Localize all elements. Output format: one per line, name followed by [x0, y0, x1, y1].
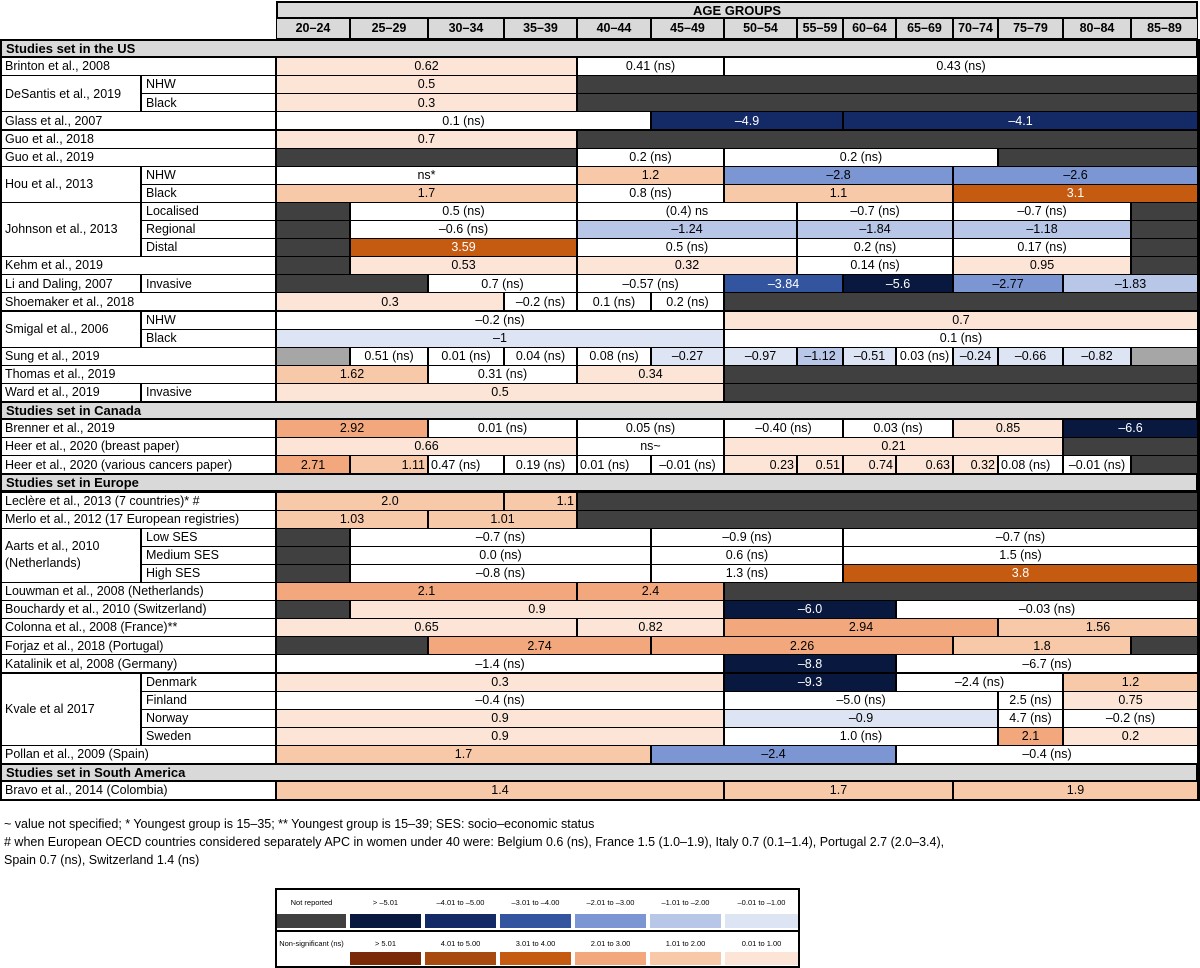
- value-cell: 0.41 (ns): [577, 57, 724, 76]
- value-cell: –4.9: [651, 111, 843, 130]
- value-cell: 0.2 (ns): [724, 148, 998, 167]
- value-cell: 0.75: [1063, 691, 1198, 710]
- age-column-header: 55–59: [797, 18, 843, 39]
- value-cell: 0.9: [276, 709, 724, 728]
- age-column-header: 40–44: [577, 18, 651, 39]
- legend-label: –2.01 to –3.00: [586, 897, 635, 907]
- empty-cell: [577, 492, 1198, 511]
- value-cell: 0.31 (ns): [428, 365, 577, 384]
- value-cell: 0.7 (ns): [428, 274, 577, 293]
- age-column-header: 30–34: [428, 18, 504, 39]
- value-cell: –0.27: [651, 347, 724, 366]
- legend-label: Non-significant (ns): [279, 938, 344, 948]
- value-cell: 1.8: [953, 636, 1131, 655]
- legend-swatch: [575, 952, 646, 965]
- value-cell: –0.01 (ns): [1063, 455, 1131, 474]
- value-cell: 0.82: [577, 618, 724, 637]
- value-cell: 1.3 (ns): [651, 564, 843, 583]
- study-label: Brinton et al., 2008: [0, 57, 276, 76]
- value-cell: –4.1: [843, 111, 1198, 130]
- value-cell: 0.0 (ns): [350, 546, 651, 565]
- value-cell: 1.11: [350, 455, 428, 474]
- value-cell: 1.4: [276, 781, 724, 800]
- value-cell: 0.43 (ns): [724, 57, 1198, 76]
- value-cell: 0.17 (ns): [953, 238, 1131, 257]
- value-cell: –1.12: [797, 347, 843, 366]
- footnote-line: ~ value not specified; * Youngest group is 15–35; ** Youngest group is 15–39; SES: socio–economic status: [4, 817, 595, 831]
- legend-label: –3.01 to –4.00: [511, 897, 560, 907]
- study-label: Heer et al., 2020 (breast paper): [0, 437, 276, 456]
- value-cell: –6.0: [724, 600, 896, 619]
- value-cell: –0.51: [843, 347, 896, 366]
- empty-cell: [577, 130, 1198, 149]
- subgroup-label: Invasive: [141, 274, 276, 293]
- legend-label: –4.01 to –5.00: [436, 897, 485, 907]
- study-label: Sung et al., 2019: [0, 347, 276, 366]
- value-cell: 0.65: [276, 618, 577, 637]
- legend-swatch: [277, 952, 346, 965]
- value-cell: 0.3: [276, 292, 504, 311]
- empty-cell: [577, 75, 1198, 94]
- study-label: Bravo et al., 2014 (Colombia): [0, 781, 276, 800]
- value-cell: 0.23: [724, 455, 797, 474]
- empty-cell: [276, 600, 350, 619]
- value-cell: 1.9: [953, 781, 1198, 800]
- value-cell: 0.74: [843, 455, 896, 474]
- value-cell: 0.08 (ns): [998, 455, 1063, 474]
- value-cell: 2.92: [276, 419, 428, 438]
- value-cell: (0.4) ns: [577, 202, 797, 221]
- study-label: Leclère et al., 2013 (7 countries)* #: [0, 492, 276, 511]
- legend-label: > –5.01: [372, 897, 399, 907]
- value-cell: 2.94: [724, 618, 998, 637]
- legend-swatch: [425, 914, 496, 928]
- empty-cell: [276, 528, 350, 547]
- study-label: Merlo et al., 2012 (17 European registries): [0, 510, 276, 529]
- empty-cell: [1131, 238, 1198, 257]
- empty-cell: [276, 564, 350, 583]
- value-cell: –0.57 (ns): [577, 274, 724, 293]
- empty-cell: [276, 546, 350, 565]
- value-cell: 0.5: [276, 383, 724, 402]
- empty-cell: [1063, 437, 1198, 456]
- footnotes: [4, 815, 1194, 869]
- value-cell: 0.51: [797, 455, 843, 474]
- value-cell: 0.9: [276, 727, 724, 746]
- empty-cell: [577, 93, 1198, 112]
- footnote-line: Spain 0.7 (ns), Switzerland 1.4 (ns): [4, 853, 200, 867]
- legend-label: –1.01 to –2.00: [661, 897, 710, 907]
- subgroup-label: Medium SES: [141, 546, 276, 565]
- value-cell: –1.83: [1063, 274, 1198, 293]
- age-column-header: 35–39: [504, 18, 577, 39]
- subgroup-label: Localised: [141, 202, 276, 221]
- age-groups-header: AGE GROUPS: [276, 1, 1198, 19]
- value-cell: 0.32: [577, 256, 797, 275]
- value-cell: 0.2 (ns): [797, 238, 953, 257]
- value-cell: 1.03: [276, 510, 428, 529]
- legend-label: –0.01 to –1.00: [737, 897, 786, 907]
- age-column-header: 70–74: [953, 18, 998, 39]
- value-cell: 0.7: [276, 130, 577, 149]
- value-cell: 4.7 (ns): [998, 709, 1063, 728]
- value-cell: 2.74: [428, 636, 651, 655]
- value-cell: 0.05 (ns): [577, 419, 724, 438]
- value-cell: 0.85: [953, 419, 1063, 438]
- legend-swatch: [650, 914, 721, 928]
- value-cell: –0.9 (ns): [651, 528, 843, 547]
- value-cell: –6.7 (ns): [896, 654, 1198, 673]
- value-cell: –0.40 (ns): [724, 419, 843, 438]
- value-cell: 0.01 (ns): [577, 455, 651, 474]
- value-cell: –0.7 (ns): [953, 202, 1131, 221]
- value-cell: –0.4 (ns): [276, 691, 724, 710]
- value-cell: –0.03 (ns): [896, 600, 1198, 619]
- empty-cell: [276, 636, 428, 655]
- subgroup-label: Black: [141, 93, 276, 112]
- subgroup-label: Denmark: [141, 673, 276, 692]
- value-cell: 3.59: [350, 238, 577, 257]
- subgroup-label: Norway: [141, 709, 276, 728]
- empty-cell: [724, 292, 1198, 311]
- value-cell: –0.9: [724, 709, 998, 728]
- empty-cell: [1131, 220, 1198, 239]
- legend-label: 2.01 to 3.00: [590, 938, 631, 948]
- empty-cell: [577, 510, 1198, 529]
- section-header: Studies set in the US: [0, 39, 1198, 58]
- value-cell: 1.1: [504, 492, 577, 511]
- value-cell: 0.01 (ns): [428, 347, 504, 366]
- study-label: Colonna et al., 2008 (France)**: [0, 618, 276, 637]
- value-cell: 1.7: [724, 781, 953, 800]
- value-cell: –0.82: [1063, 347, 1131, 366]
- age-column-header: 60–64: [843, 18, 896, 39]
- value-cell: 2.5 (ns): [998, 691, 1063, 710]
- study-label: Ward et al., 2019: [0, 383, 141, 402]
- color-legend: [275, 888, 800, 968]
- value-cell: 1.1: [724, 184, 953, 203]
- value-cell: –1.84: [797, 220, 953, 239]
- value-cell: 2.1: [276, 582, 577, 601]
- value-cell: –0.7 (ns): [350, 528, 651, 547]
- value-cell: –0.7 (ns): [843, 528, 1198, 547]
- legend-label: 1.01 to 2.00: [665, 938, 706, 948]
- empty-cell: [276, 220, 350, 239]
- value-cell: –3.84: [724, 274, 843, 293]
- study-label: Katalinik et al, 2008 (Germany): [0, 654, 276, 673]
- value-cell: 0.03 (ns): [843, 419, 953, 438]
- empty-cell: [276, 256, 350, 275]
- value-cell: –5.0 (ns): [724, 691, 998, 710]
- empty-cell: [1131, 347, 1198, 366]
- study-label: Louwman et al., 2008 (Netherlands): [0, 582, 276, 601]
- value-cell: 2.26: [651, 636, 953, 655]
- value-cell: –2.8: [724, 166, 953, 185]
- value-cell: 0.3: [276, 93, 577, 112]
- value-cell: 0.01 (ns): [428, 419, 577, 438]
- value-cell: 3.1: [953, 184, 1198, 203]
- value-cell: 0.5 (ns): [577, 238, 797, 257]
- empty-cell: [1131, 202, 1198, 221]
- study-label: Thomas et al., 2019: [0, 365, 276, 384]
- legend-label: Not reported: [290, 897, 333, 907]
- legend-divider: [275, 930, 800, 932]
- value-cell: 0.2: [1063, 727, 1198, 746]
- value-cell: –1.4 (ns): [276, 654, 724, 673]
- legend-label: 0.01 to 1.00: [741, 938, 782, 948]
- value-cell: –6.6: [1063, 419, 1198, 438]
- value-cell: 0.47 (ns): [428, 455, 504, 474]
- value-cell: 0.8 (ns): [577, 184, 724, 203]
- study-label: Kehm et al., 2019: [0, 256, 276, 275]
- value-cell: 1.7: [276, 184, 577, 203]
- empty-cell: [276, 238, 350, 257]
- value-cell: 2.4: [577, 582, 724, 601]
- age-column-header: 75–79: [998, 18, 1063, 39]
- value-cell: –0.24: [953, 347, 998, 366]
- legend-label: 4.01 to 5.00: [440, 938, 481, 948]
- subgroup-label: Distal: [141, 238, 276, 257]
- value-cell: 0.34: [577, 365, 724, 384]
- value-cell: –0.4 (ns): [896, 745, 1198, 764]
- subgroup-label: Black: [141, 184, 276, 203]
- value-cell: –1.24: [577, 220, 797, 239]
- study-label: Hou et al., 2013: [0, 166, 141, 203]
- value-cell: 0.6 (ns): [651, 546, 843, 565]
- subgroup-label: Regional: [141, 220, 276, 239]
- legend-swatch: [650, 952, 721, 965]
- value-cell: 2.71: [276, 455, 350, 474]
- subgroup-label: High SES: [141, 564, 276, 583]
- value-cell: –2.6: [953, 166, 1198, 185]
- study-label: Shoemaker et al., 2018: [0, 292, 276, 311]
- legend-swatch: [500, 914, 571, 928]
- age-column-header: 25–29: [350, 18, 428, 39]
- study-label: Glass et al., 2007: [0, 111, 276, 130]
- legend-label: 3.01 to 4.00: [515, 938, 556, 948]
- subgroup-label: Finland: [141, 691, 276, 710]
- value-cell: 0.5: [276, 75, 577, 94]
- empty-cell: [1131, 256, 1198, 275]
- value-cell: 0.66: [276, 437, 577, 456]
- legend-swatch: [725, 952, 798, 965]
- legend-swatch: [350, 952, 421, 965]
- value-cell: ns*: [276, 166, 577, 185]
- empty-cell: [276, 148, 577, 167]
- value-cell: 1.5 (ns): [843, 546, 1198, 565]
- study-label: Smigal et al., 2006: [0, 311, 141, 348]
- empty-cell: [724, 365, 1198, 384]
- study-label: Brenner et al., 2019: [0, 419, 276, 438]
- value-cell: –2.77: [953, 274, 1063, 293]
- legend-swatch: [425, 952, 496, 965]
- value-cell: –2.4 (ns): [896, 673, 1063, 692]
- subgroup-label: Sweden: [141, 727, 276, 746]
- value-cell: 0.7: [724, 311, 1198, 330]
- section-header: Studies set in South America: [0, 763, 1198, 782]
- age-column-header: 80–84: [1063, 18, 1131, 39]
- legend-swatch: [277, 914, 346, 928]
- value-cell: –1: [276, 329, 724, 348]
- empty-cell: [276, 347, 350, 366]
- section-header: Studies set in Canada: [0, 401, 1198, 420]
- study-label: Guo et al., 2018: [0, 130, 276, 149]
- value-cell: 1.56: [998, 618, 1198, 637]
- study-label: Pollan et al., 2009 (Spain): [0, 745, 276, 764]
- age-column-header: 20–24: [276, 18, 350, 39]
- legend-label: > 5.01: [374, 938, 397, 948]
- value-cell: 0.14 (ns): [797, 256, 953, 275]
- value-cell: –0.2 (ns): [276, 311, 724, 330]
- subgroup-label: Invasive: [141, 383, 276, 402]
- subgroup-label: NHW: [141, 75, 276, 94]
- empty-cell: [1131, 636, 1198, 655]
- footnote-line: # when European OECD countries considered separately APC in women under 40 were: Belgium 0.6 (ns), France 1.5 (1.0–1.9), Italy 0.7 (0.1–1.4), Portugal 2.7 (2.0–3.4),: [4, 835, 945, 849]
- legend-swatch: [350, 914, 421, 928]
- value-cell: –0.2 (ns): [1063, 709, 1198, 728]
- age-column-header: 45–49: [651, 18, 724, 39]
- value-cell: 0.08 (ns): [577, 347, 651, 366]
- value-cell: 0.95: [953, 256, 1131, 275]
- value-cell: 0.51 (ns): [350, 347, 428, 366]
- value-cell: –9.3: [724, 673, 896, 692]
- legend-swatch: [725, 914, 798, 928]
- value-cell: 0.32: [953, 455, 998, 474]
- value-cell: 0.1 (ns): [276, 111, 651, 130]
- study-label: Johnson et al., 2013: [0, 202, 141, 257]
- value-cell: 0.2 (ns): [577, 148, 724, 167]
- value-cell: –0.2 (ns): [504, 292, 577, 311]
- value-cell: 1.2: [577, 166, 724, 185]
- value-cell: 3.8: [843, 564, 1198, 583]
- value-cell: 0.04 (ns): [504, 347, 577, 366]
- empty-cell: [1131, 455, 1198, 474]
- value-cell: 1.0 (ns): [724, 727, 998, 746]
- value-cell: 0.53: [350, 256, 577, 275]
- empty-cell: [724, 383, 1198, 402]
- empty-cell: [724, 582, 1198, 601]
- value-cell: 1.7: [276, 745, 651, 764]
- study-label: Bouchardy et al., 2010 (Switzerland): [0, 600, 276, 619]
- value-cell: –0.01 (ns): [651, 455, 724, 474]
- subgroup-label: Black: [141, 329, 276, 348]
- value-cell: –0.6 (ns): [350, 220, 577, 239]
- value-cell: 1.01: [428, 510, 577, 529]
- value-cell: 0.63: [896, 455, 953, 474]
- value-cell: 1.2: [1063, 673, 1198, 692]
- age-column-header: 85–89: [1131, 18, 1198, 39]
- value-cell: –5.6: [843, 274, 953, 293]
- value-cell: 0.62: [276, 57, 577, 76]
- age-column-header: 65–69: [896, 18, 953, 39]
- value-cell: 2.0: [276, 492, 504, 511]
- study-label: DeSantis et al., 2019: [0, 75, 141, 112]
- study-label: Kvale et al 2017: [0, 673, 141, 746]
- value-cell: –0.97: [724, 347, 797, 366]
- study-label: Aarts et al., 2010 (Netherlands): [0, 528, 141, 583]
- value-cell: –1.18: [953, 220, 1131, 239]
- study-label: Guo et al., 2019: [0, 148, 276, 167]
- value-cell: –8.8: [724, 654, 896, 673]
- empty-cell: [998, 148, 1198, 167]
- age-column-header: 50–54: [724, 18, 797, 39]
- study-label: Forjaz et al., 2018 (Portugal): [0, 636, 276, 655]
- legend-swatch: [575, 914, 646, 928]
- value-cell: –0.8 (ns): [350, 564, 651, 583]
- value-cell: 0.9: [350, 600, 724, 619]
- empty-cell: [276, 274, 428, 293]
- value-cell: ns~: [577, 437, 724, 456]
- value-cell: 0.19 (ns): [504, 455, 577, 474]
- value-cell: 0.1 (ns): [724, 329, 1198, 348]
- legend-swatch: [500, 952, 571, 965]
- value-cell: –2.4: [651, 745, 896, 764]
- value-cell: 0.3: [276, 673, 724, 692]
- subgroup-label: NHW: [141, 311, 276, 330]
- value-cell: 0.03 (ns): [896, 347, 953, 366]
- value-cell: 2.1: [998, 727, 1063, 746]
- section-header: Studies set in Europe: [0, 473, 1198, 492]
- empty-cell: [276, 202, 350, 221]
- value-cell: –0.7 (ns): [797, 202, 953, 221]
- study-label: Li and Daling, 2007: [0, 274, 141, 293]
- value-cell: 1.62: [276, 365, 428, 384]
- subgroup-label: Low SES: [141, 528, 276, 547]
- value-cell: 0.21: [724, 437, 1063, 456]
- value-cell: 0.2 (ns): [651, 292, 724, 311]
- study-label: Heer et al., 2020 (various cancers paper): [0, 455, 276, 474]
- value-cell: 0.1 (ns): [577, 292, 651, 311]
- value-cell: –0.66: [998, 347, 1063, 366]
- subgroup-label: NHW: [141, 166, 276, 185]
- value-cell: 0.5 (ns): [350, 202, 577, 221]
